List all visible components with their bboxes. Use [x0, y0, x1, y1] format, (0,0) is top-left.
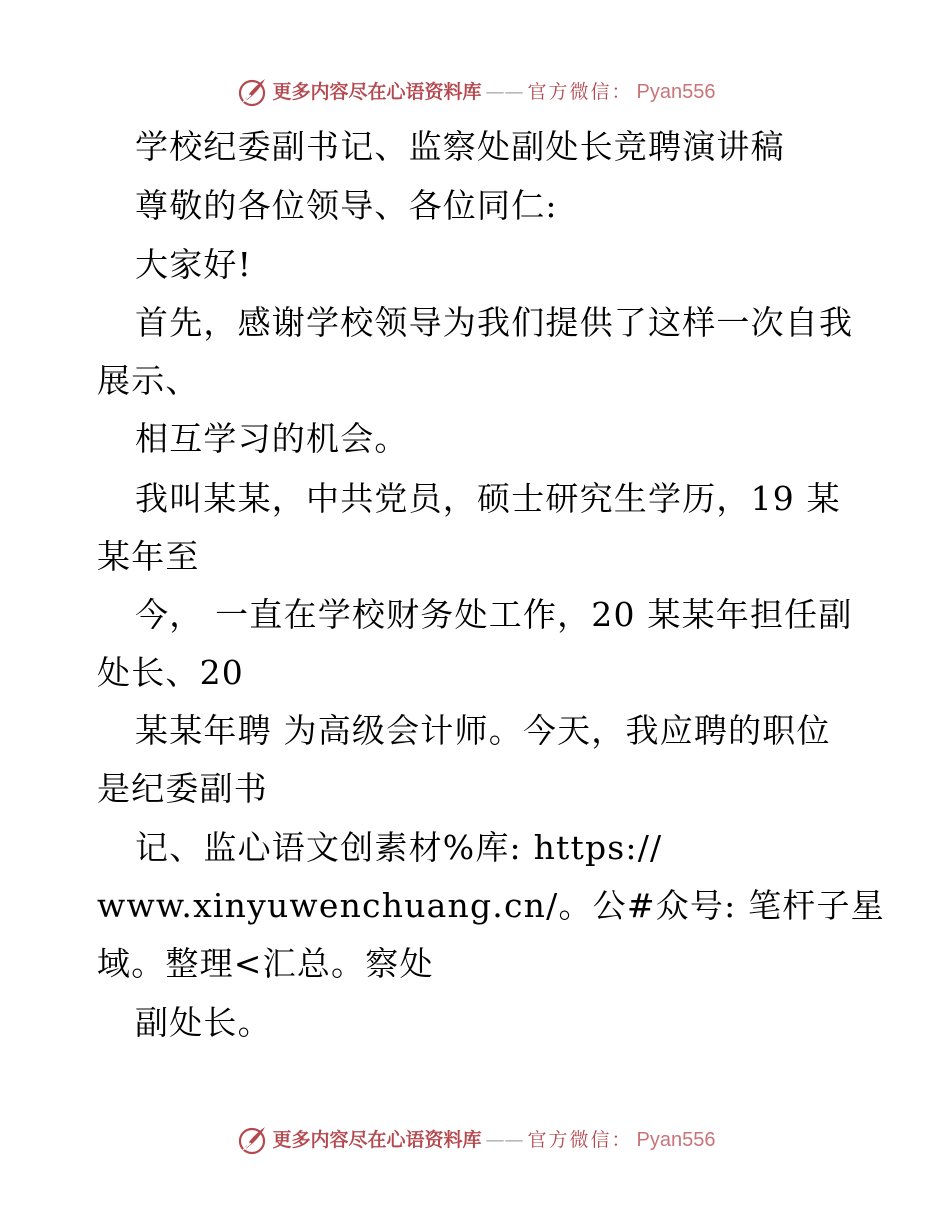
footer-wechat-id: Pyan556: [636, 1129, 716, 1151]
paragraph-line: 某某年聘 为高级会计师。今天，我应聘的职位: [135, 711, 831, 750]
header-promo-text: 更多内容尽在心语资料库: [272, 80, 482, 103]
footer-promo-text: 更多内容尽在心语资料库: [272, 1128, 482, 1151]
paragraph-line: 展示、: [97, 361, 200, 400]
salutation: 尊敬的各位领导、各位同仁:: [135, 186, 558, 225]
footer-separator: ——: [485, 1128, 524, 1151]
footer-banner: [235, 1123, 716, 1157]
paragraph-line: www.xinyuwenchuang.cn/。公#众号: 笔杆子星: [97, 886, 885, 925]
paragraph-line: 副处长。: [135, 1003, 272, 1042]
paragraph-line: 相互学习的机会。: [135, 419, 409, 458]
header-separator: ——: [485, 80, 524, 103]
footer-wechat-label: 官方微信：: [527, 1128, 633, 1151]
paragraph-line: 是纪委副书: [97, 769, 268, 808]
greeting: 大家好!: [135, 245, 253, 284]
paragraph-line: 处长、20: [97, 653, 244, 692]
page-footer: [0, 1120, 950, 1160]
header-wechat-id: Pyan556: [636, 81, 716, 103]
paragraph-line: 某年至: [97, 537, 200, 576]
paragraph-line: 首先，感谢学校领导为我们提供了这样一次自我: [135, 303, 854, 342]
paragraph-line: 记、监心语文创素材%库: https://: [135, 828, 663, 867]
paragraph-line: 域。整理<汇总。察处: [97, 944, 434, 983]
document-title: 学校纪委副书记、监察处副处长竞聘演讲稿: [135, 127, 785, 166]
header-wechat-label: 官方微信：: [527, 80, 633, 103]
paragraph-line: 我叫某某，中共党员，硕士研究生学历，19 某: [135, 479, 841, 518]
paragraph-line: 今， 一直在学校财务处工作，20 某某年担任副: [135, 595, 853, 634]
feather-pen-logo-icon: [235, 1123, 269, 1157]
